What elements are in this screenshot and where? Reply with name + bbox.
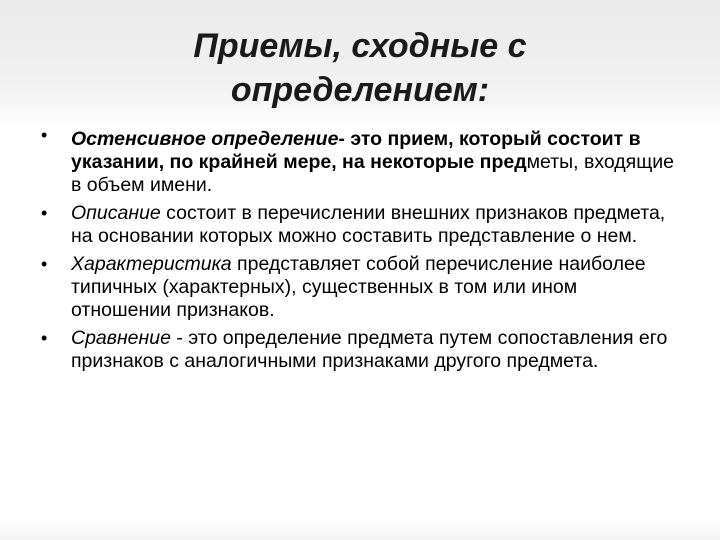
bullet-icon: • (41, 203, 48, 223)
definition-characteristic: представляет собой перечисление наиболее типичных (характерных), существенных в том или ином отношении признаков. (71, 253, 646, 321)
slide-title (110, 24, 610, 112)
slide-title-line-1: Приемы, сходные с (193, 27, 527, 65)
bullet-icon: • (41, 254, 48, 274)
list-item-comparison (38, 327, 678, 373)
definition-description: состоит в перечислении внешних признаков предмета, на основании которых можно составить представление о нем. (71, 202, 666, 247)
list-item-characteristic (38, 253, 678, 322)
bullet-icon: • (41, 328, 48, 348)
bullet-list (38, 125, 678, 378)
definition-ostensive-regular: меты, входящие в объем имени. (71, 151, 675, 196)
slide-title-line-2: определением: (230, 71, 490, 109)
list-item-ostensive (38, 125, 678, 197)
list-item-description (38, 202, 678, 248)
bullet-icon: • (41, 125, 48, 145)
term-description: Описание (71, 202, 161, 224)
term-ostensive: Остенсивное определение (71, 128, 339, 150)
definition-ostensive-bold: - это прием, который состоит в указании, по крайней мере, на некоторые пред (71, 128, 641, 173)
definition-comparison: - это определение предмета путем сопоставления его признаков с аналогичными признаками другого предмета. (71, 327, 668, 372)
term-characteristic: Характеристика (71, 253, 232, 275)
term-comparison: Сравнение (71, 327, 171, 349)
